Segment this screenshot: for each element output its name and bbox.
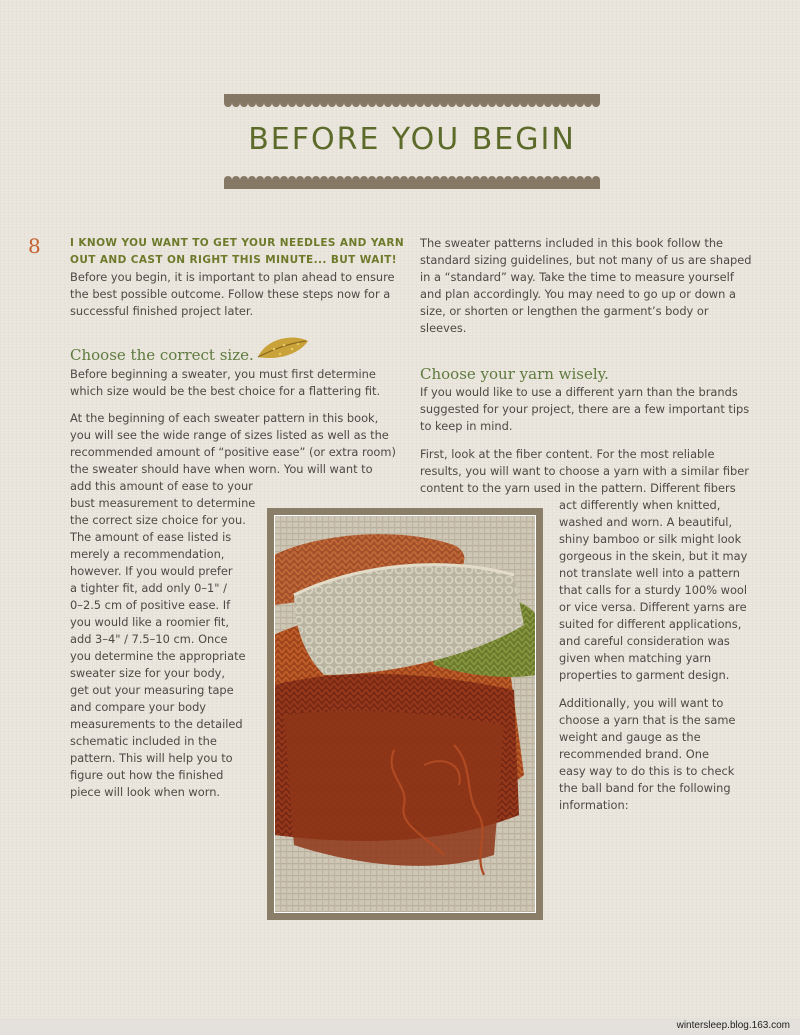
yarn-paragraph-2-wrap <box>559 497 759 684</box>
yarn-p2-line: and careful consideration was <box>559 634 730 648</box>
knitted-swatches-photo <box>267 508 543 920</box>
yarn-paragraph-3 <box>559 695 759 814</box>
size-p2-line: The amount of ease listed is <box>70 530 232 544</box>
page-number: 8 <box>28 234 41 258</box>
size-p2-line: recommended amount of “positive ease” (or extra room) <box>70 445 396 459</box>
size-heading: Choose the correct size. <box>70 346 254 364</box>
yarn-p2-line: that calls for a sturdy 100% wool <box>559 583 748 597</box>
size-heading-row <box>70 345 410 365</box>
yarn-paragraph-2 <box>420 446 760 497</box>
yarn-p2-line: act differently when knitted, <box>559 498 721 512</box>
yarn-p3-line: Additionally, you will want to <box>559 696 724 710</box>
yarn-p3-line: information: <box>559 798 629 812</box>
size-p2-line: 0–2.5 cm of positive ease. If <box>70 598 231 612</box>
size-p2-line: get out your measuring tape <box>70 683 234 697</box>
yarn-heading-row <box>420 364 756 384</box>
yarn-p2-line: results, you will want to choose a yarn with a similar fiber <box>420 464 749 478</box>
knitted-swatches-illustration <box>274 515 536 913</box>
yarn-p3-line: the ball band for the following <box>559 781 731 795</box>
size-p1-text: Before beginning a sweater, you must first determine which size would be the best choice for a flattering fit. <box>70 367 381 398</box>
size-p2-line: add this amount of ease to your <box>70 479 253 493</box>
yarn-p2-line: not translate well into a pattern <box>559 566 740 580</box>
yarn-p2-line: First, look at the fiber content. For the most reliable <box>420 447 715 461</box>
intro-lead-line-1: I KNOW YOU WANT TO GET YOUR NEEDLES AND YARN <box>70 237 405 249</box>
yarn-p1-text: If you would like to use a different yarn than the brands suggested for your project, there are a few important tips to keep in mind. <box>420 385 750 433</box>
intro-block <box>70 235 410 320</box>
size-p2-line: schematic included in the <box>70 734 217 748</box>
size-p2-line: measurements to the detailed <box>70 717 243 731</box>
yarn-heading: Choose your yarn wisely. <box>420 365 609 383</box>
size-p2-line: you will see the wide range of sizes listed as well as the <box>70 428 389 442</box>
size-p2-line: the correct size choice for you. <box>70 513 246 527</box>
size-p2-line: piece will look when worn. <box>70 785 221 799</box>
yarn-p2-line: given when matching yarn <box>559 651 712 665</box>
bottom-scallop-border <box>224 175 600 189</box>
yarn-p2-line: suited for different applications, <box>559 617 742 631</box>
yarn-p2-line: washed and worn. A beautiful, <box>559 515 733 529</box>
yarn-p3-line: easy way to do this is to check <box>559 764 735 778</box>
size-p2-line: however. If you would prefer <box>70 564 233 578</box>
yarn-paragraph-1 <box>420 384 756 435</box>
size-p2-line: figure out how the finished <box>70 768 224 782</box>
yarn-p2-line: gorgeous in the skein, but it may <box>559 549 748 563</box>
yarn-p3-line: choose a yarn that is the same <box>559 713 736 727</box>
yarn-p2-line: shiny bamboo or silk might look <box>559 532 742 546</box>
size-p2-line: a tighter fit, add only 0–1" / <box>70 581 228 595</box>
yarn-p2-line: properties to garment design. <box>559 668 730 682</box>
yarn-p3-line: weight and gauge as the <box>559 730 701 744</box>
size-p2-line: At the beginning of each sweater pattern in this book, <box>70 411 379 425</box>
size-p2-line: bust measurement to determine <box>70 496 256 510</box>
size-paragraph-1 <box>70 366 410 400</box>
size-p2-line: sweater size for your body, <box>70 666 226 680</box>
yarn-p2-line: content to the yarn used in the pattern. Different fibers <box>420 481 736 495</box>
intro-body: Before you begin, it is important to plan ahead to ensure the best possible outcome. Follow these steps now for a successful finished project later. <box>70 270 395 318</box>
right-intro <box>420 235 756 337</box>
size-p2-line: merely a recommendation, <box>70 547 225 561</box>
right-intro-text: The sweater patterns included in this book follow the standard sizing guidelines, but not many of us are shaped in a “standard” way. Take the time to measure yourself and plan accordingly. You may need to go up or down a size, or shorten or lengthen the garment’s body or sleeves. <box>420 236 752 335</box>
size-p2-line: pattern. This will help you to <box>70 751 233 765</box>
size-p2-line: add 3–4" / 7.5–10 cm. Once <box>70 632 228 646</box>
size-p2-line: you would like a roomier fit, <box>70 615 230 629</box>
size-p2-line: you determine the appropriate <box>70 649 246 663</box>
size-p2-line: the sweater should have when worn. You will want to <box>70 462 373 476</box>
intro-lead-line-2: OUT AND CAST ON RIGHT THIS MINUTE... BUT WAIT! <box>70 254 397 266</box>
yarn-p2-line: or vice versa. Different yarns are <box>559 600 747 614</box>
page-title: BEFORE YOU BEGIN <box>248 122 576 157</box>
watermark: wintersleep.blog.163.com <box>676 1020 790 1031</box>
yarn-p3-line: recommended brand. One <box>559 747 709 761</box>
top-scallop-border <box>224 94 600 108</box>
size-p2-line: and compare your body <box>70 700 207 714</box>
leaf-icon <box>254 335 310 361</box>
